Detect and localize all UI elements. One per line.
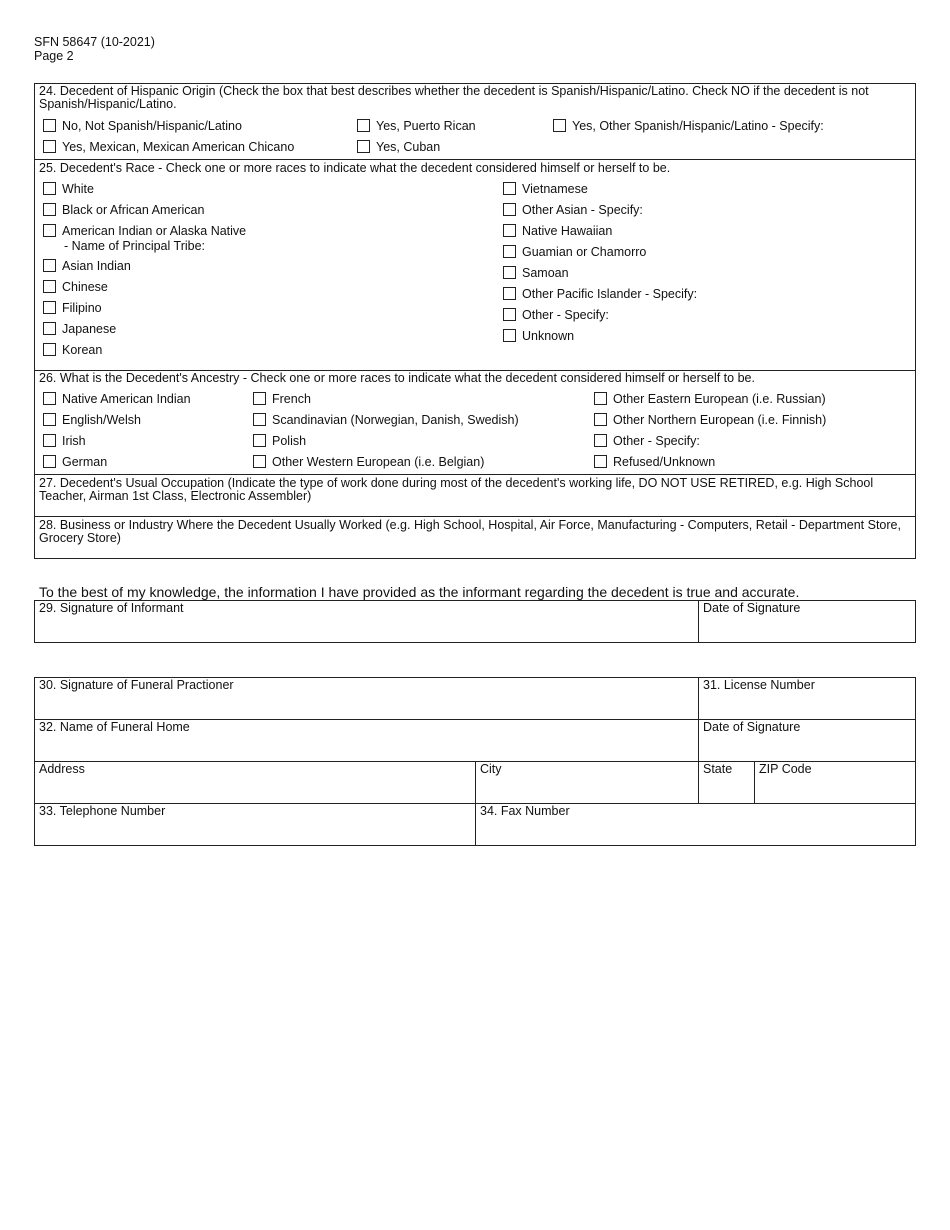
- checkbox-korean[interactable]: [43, 343, 56, 356]
- divider: [475, 761, 476, 846]
- option-label: Polish: [272, 434, 307, 448]
- option-label: Other - Specify:: [613, 434, 700, 448]
- option-label: Other Northern European (i.e. Finnish): [613, 413, 827, 427]
- checkbox-refused-unknown[interactable]: [594, 455, 607, 468]
- q27-occupation-label: 27. Decedent's Usual Occupation (Indicate the type of work done during most of the decedent's working life, DO NOT USE RETIRED, e.g. High School Teacher, Airman 1st Class, Electronic Assembler): [39, 476, 874, 503]
- checkbox-vietnamese[interactable]: [503, 182, 516, 195]
- checkbox-polish[interactable]: [253, 434, 266, 447]
- checkbox-english-welsh[interactable]: [43, 413, 56, 426]
- address-field[interactable]: Address: [39, 762, 85, 776]
- option-label: Guamian or Chamorro: [522, 245, 647, 259]
- option-label: Unknown: [522, 329, 575, 343]
- option-label: Yes, Puerto Rican: [376, 119, 476, 133]
- checkbox-other-hispanic[interactable]: [553, 119, 566, 132]
- zip-code-field[interactable]: ZIP Code: [759, 762, 812, 776]
- checkbox-german[interactable]: [43, 455, 56, 468]
- checkbox-french[interactable]: [253, 392, 266, 405]
- checkbox-black[interactable]: [43, 203, 56, 216]
- option-label: No, Not Spanish/Hispanic/Latino: [62, 119, 242, 133]
- option-label: Filipino: [62, 301, 102, 315]
- city-field[interactable]: City: [480, 762, 502, 776]
- checkbox-native-hawaiian[interactable]: [503, 224, 516, 237]
- checkbox-not-hispanic[interactable]: [43, 119, 56, 132]
- page-number: Page 2: [34, 49, 74, 63]
- checkbox-filipino[interactable]: [43, 301, 56, 314]
- divider: [698, 600, 699, 643]
- checkbox-samoan[interactable]: [503, 266, 516, 279]
- checkbox-other-race[interactable]: [503, 308, 516, 321]
- checkbox-irish[interactable]: [43, 434, 56, 447]
- divider: [34, 516, 916, 517]
- checkbox-other-western-european[interactable]: [253, 455, 266, 468]
- checkbox-american-indian[interactable]: [43, 224, 56, 237]
- option-label: Yes, Cuban: [376, 140, 441, 154]
- option-label: Irish: [62, 434, 86, 448]
- checkbox-mexican[interactable]: [43, 140, 56, 153]
- option-label: Refused/Unknown: [613, 455, 716, 469]
- divider: [754, 761, 755, 803]
- option-label: Scandinavian (Norwegian, Danish, Swedish): [272, 413, 519, 427]
- fax-number-field[interactable]: 34. Fax Number: [480, 804, 570, 818]
- telephone-number-field[interactable]: 33. Telephone Number: [39, 804, 166, 818]
- tribe-name-label: - Name of Principal Tribe:: [64, 239, 206, 253]
- state-field[interactable]: State: [703, 762, 733, 776]
- option-label: Other Eastern European (i.e. Russian): [613, 392, 826, 406]
- option-label: Other Pacific Islander - Specify:: [522, 287, 698, 301]
- option-label: Samoan: [522, 266, 569, 280]
- option-label: Yes, Mexican, Mexican American Chicano: [62, 140, 295, 154]
- q24-hispanic-origin-label: 24. Decedent of Hispanic Origin (Check the box that best describes whether the decedent is Spanish/Hispanic/Latino. Check NO if the decedent is not Spanish/Hispanic/Latino.: [39, 84, 869, 111]
- option-label: Black or African American: [62, 203, 205, 217]
- option-label: Other Asian - Specify:: [522, 203, 643, 217]
- option-label: American Indian or Alaska Native: [62, 224, 247, 238]
- option-label: Asian Indian: [62, 259, 131, 273]
- divider: [34, 474, 916, 475]
- q25-race-label: 25. Decedent's Race - Check one or more races to indicate what the decedent considered himself or herself to be.: [39, 161, 671, 175]
- q26-ancestry-label: 26. What is the Decedent's Ancestry - Check one or more races to indicate what the decedent considered himself or herself to be.: [39, 371, 755, 385]
- checkbox-chinese[interactable]: [43, 280, 56, 293]
- option-label: Other Western European (i.e. Belgian): [272, 455, 485, 469]
- informant-signature-field[interactable]: 29. Signature of Informant: [39, 601, 184, 615]
- option-label: Vietnamese: [522, 182, 588, 196]
- funeral-practitioner-signature-field[interactable]: 30. Signature of Funeral Practioner: [39, 678, 234, 692]
- option-label: Japanese: [62, 322, 117, 336]
- checkbox-other-eastern-european[interactable]: [594, 392, 607, 405]
- option-label: Korean: [62, 343, 103, 357]
- option-label: English/Welsh: [62, 413, 141, 427]
- checkbox-other-northern-european[interactable]: [594, 413, 607, 426]
- checkbox-japanese[interactable]: [43, 322, 56, 335]
- option-label: Chinese: [62, 280, 108, 294]
- checkbox-cuban[interactable]: [357, 140, 370, 153]
- checkbox-asian-indian[interactable]: [43, 259, 56, 272]
- checkbox-white[interactable]: [43, 182, 56, 195]
- checkbox-puerto-rican[interactable]: [357, 119, 370, 132]
- checkbox-scandinavian[interactable]: [253, 413, 266, 426]
- informant-date-field[interactable]: Date of Signature: [703, 601, 801, 615]
- checkbox-other-asian[interactable]: [503, 203, 516, 216]
- checkbox-other-pacific[interactable]: [503, 287, 516, 300]
- option-label: Native Hawaiian: [522, 224, 613, 238]
- checkbox-native-american-indian[interactable]: [43, 392, 56, 405]
- option-label: Other - Specify:: [522, 308, 609, 322]
- option-label: Native American Indian: [62, 392, 191, 406]
- checkbox-guamian[interactable]: [503, 245, 516, 258]
- license-number-field[interactable]: 31. License Number: [703, 678, 815, 692]
- option-label: Yes, Other Spanish/Hispanic/Latino - Specify:: [572, 119, 824, 133]
- form-id: SFN 58647 (10-2021): [34, 35, 155, 49]
- informant-statement: To the best of my knowledge, the information I have provided as the informant regarding the decedent is true and accurate.: [39, 584, 800, 600]
- funeral-date-field[interactable]: Date of Signature: [703, 720, 801, 734]
- option-label: French: [272, 392, 311, 406]
- q28-industry-label: 28. Business or Industry Where the Decedent Usually Worked (e.g. High School, Hospital, Air Force, Manufacturing - Computers, Retail - Department Store, Grocery Store): [39, 518, 901, 545]
- checkbox-unknown-race[interactable]: [503, 329, 516, 342]
- option-label: German: [62, 455, 108, 469]
- divider: [698, 677, 699, 803]
- divider: [34, 159, 916, 160]
- option-label: White: [62, 182, 94, 196]
- checkbox-other-ancestry[interactable]: [594, 434, 607, 447]
- funeral-home-name-field[interactable]: 32. Name of Funeral Home: [39, 720, 190, 734]
